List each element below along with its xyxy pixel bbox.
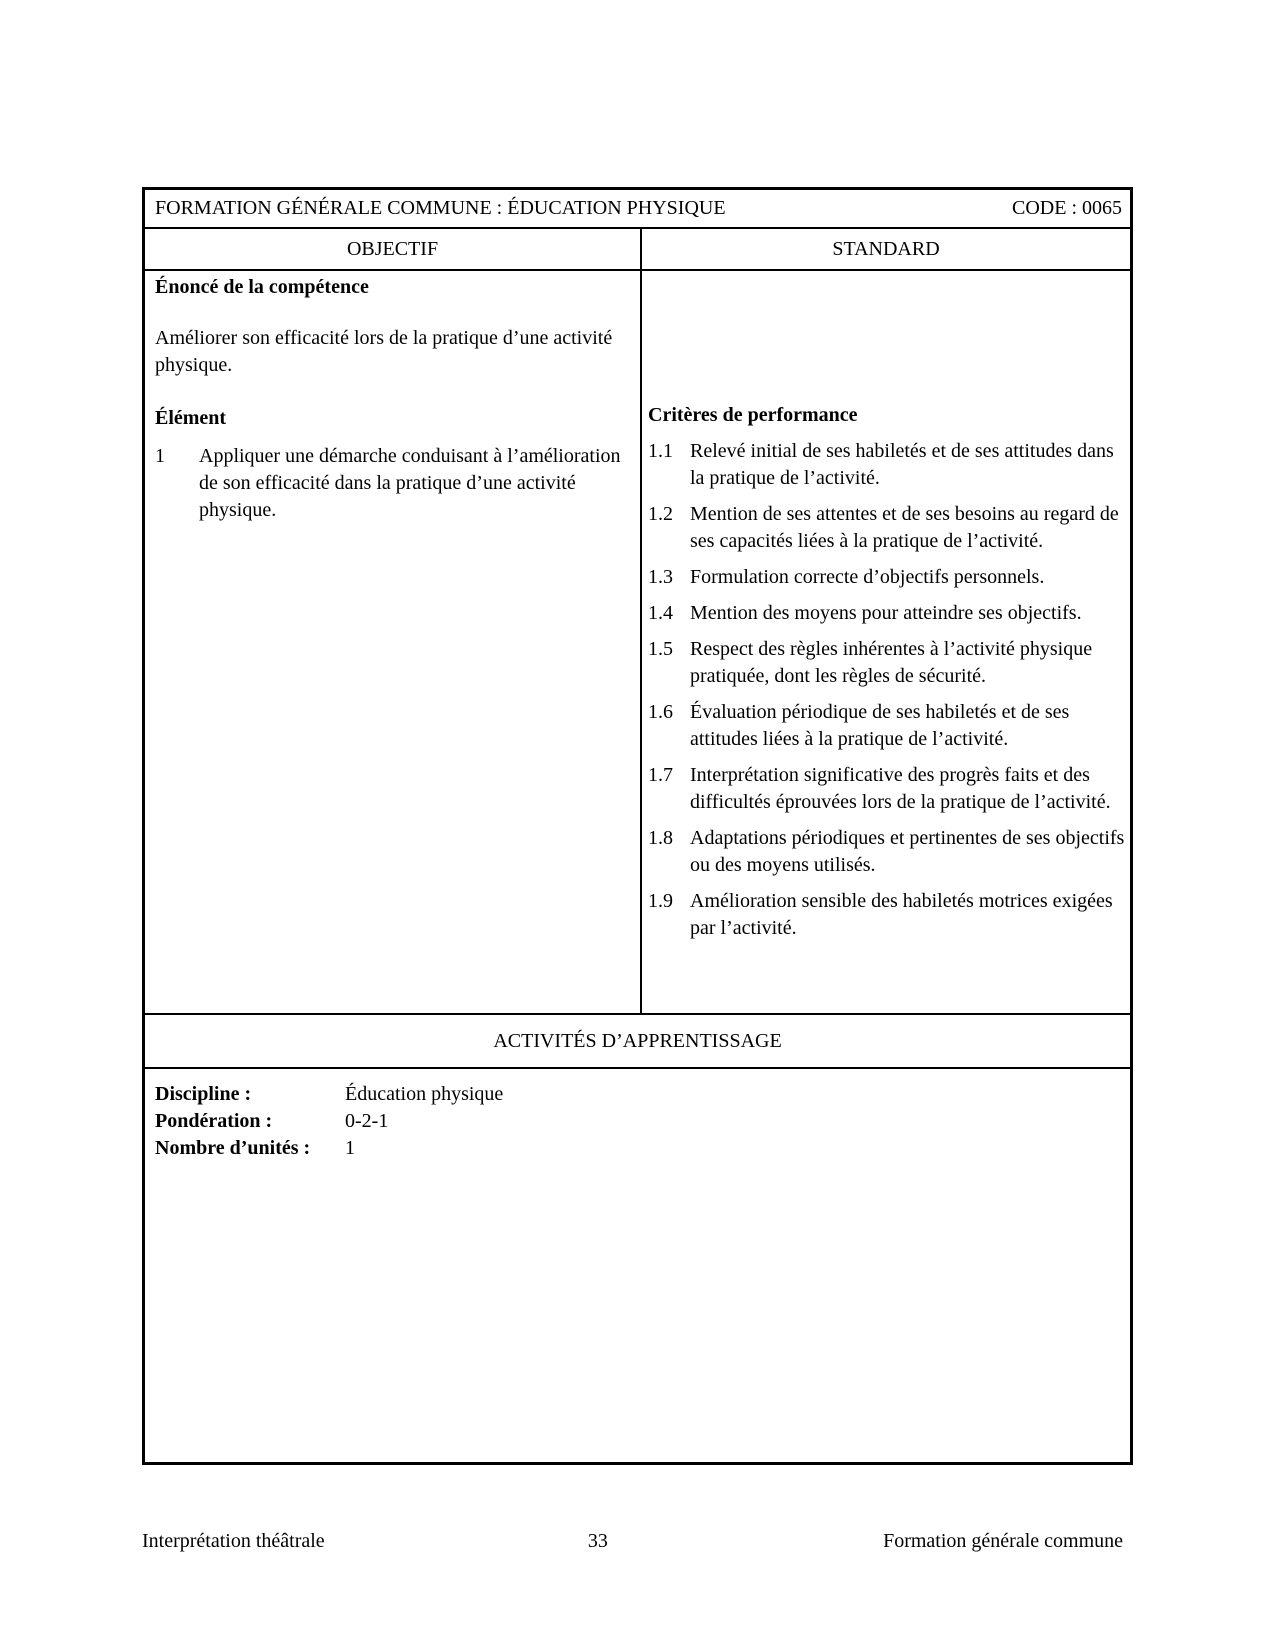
footer-document-title: Interprétation théâtrale [142,1530,325,1552]
critere-item [648,438,1126,492]
table-title: FORMATION GÉNÉRALE COMMUNE : ÉDUCATION PHYSIQUE [155,197,726,219]
unites-value: 1 [345,1137,355,1159]
table-body-row [145,271,1130,1015]
critere-text: Amélioration sensible des habiletés motrices exigées par l’activité. [690,890,1113,939]
critere-number: 1.2 [648,503,673,525]
criteres-heading: Critères de performance [648,404,858,426]
critere-item [648,762,1126,816]
element-heading: Élément [155,407,227,429]
column-header-standard: STANDARD [832,237,940,260]
meta-row-ponderation [155,1108,1120,1135]
enonce-heading: Énoncé de la compétence [155,276,369,298]
meta-row-discipline [155,1081,1120,1108]
critere-number: 1.3 [648,566,673,588]
discipline-label: Discipline : [155,1083,252,1105]
table-title-row [145,190,1130,229]
critere-item [648,699,1126,753]
ponderation-value: 0-2-1 [345,1110,389,1132]
activites-heading-row [145,1015,1130,1069]
footer-section-title: Formation générale commune [883,1530,1123,1552]
column-header-row [145,229,1130,271]
activites-cell [145,1069,1130,1462]
page-footer [142,1528,1133,1555]
critere-number: 1.7 [648,764,673,786]
element-number: 1 [155,445,165,467]
critere-text: Évaluation périodique de ses habiletés et de ses attitudes liées à la pratique de l’activité. [690,701,1070,750]
critere-text: Mention des moyens pour atteindre ses objectifs. [690,602,1082,624]
critere-text: Formulation correcte d’objectifs personnels. [690,566,1045,588]
critere-item [648,888,1126,942]
critere-text: Interprétation significative des progrès faits et des difficultés éprouvées lors de la pratique de l’activité. [690,764,1111,813]
standard-cell [642,271,1130,1013]
table-code: CODE : 0065 [1012,197,1122,219]
critere-text: Mention de ses attentes et de ses besoins au regard de ses capacités liées à la pratique de l’activité. [690,503,1119,552]
critere-item [648,564,1126,591]
critere-number: 1.6 [648,701,673,723]
ponderation-label: Pondération : [155,1110,273,1132]
criteres-spacer [648,274,1126,402]
critere-number: 1.5 [648,638,673,660]
critere-number: 1.8 [648,827,673,849]
critere-text: Relevé initial de ses habiletés et de ses attitudes dans la pratique de l’activité. [690,440,1114,489]
activites-heading: ACTIVITÉS D’APPRENTISSAGE [493,1029,782,1052]
meta-row-unites [155,1135,1120,1162]
discipline-value: Éducation physique [345,1083,504,1105]
column-header-objectif: OBJECTIF [145,229,642,269]
element-item [155,443,630,524]
critere-number: 1.4 [648,602,673,624]
critere-item [648,600,1126,627]
critere-item [648,636,1126,690]
enonce-text: Améliorer son efficacité lors de la pratique d’une activité physique. [155,327,613,376]
footer-page-number: 33 [587,1530,608,1552]
critere-number: 1.1 [648,440,673,462]
objectif-cell [145,271,642,1013]
critere-text: Respect des règles inhérentes à l’activité physique pratiquée, dont les règles de sécurité. [690,638,1093,687]
unites-label: Nombre d’unités : [155,1137,311,1159]
critere-number: 1.9 [648,890,673,912]
critere-item [648,501,1126,555]
program-table [142,187,1133,1465]
critere-item [648,825,1126,879]
critere-text: Adaptations périodiques et pertinentes de ses objectifs ou des moyens utilisés. [690,827,1125,876]
element-text: Appliquer une démarche conduisant à l’amélioration de son efficacité dans la pratique d’une activité physique. [199,445,621,521]
